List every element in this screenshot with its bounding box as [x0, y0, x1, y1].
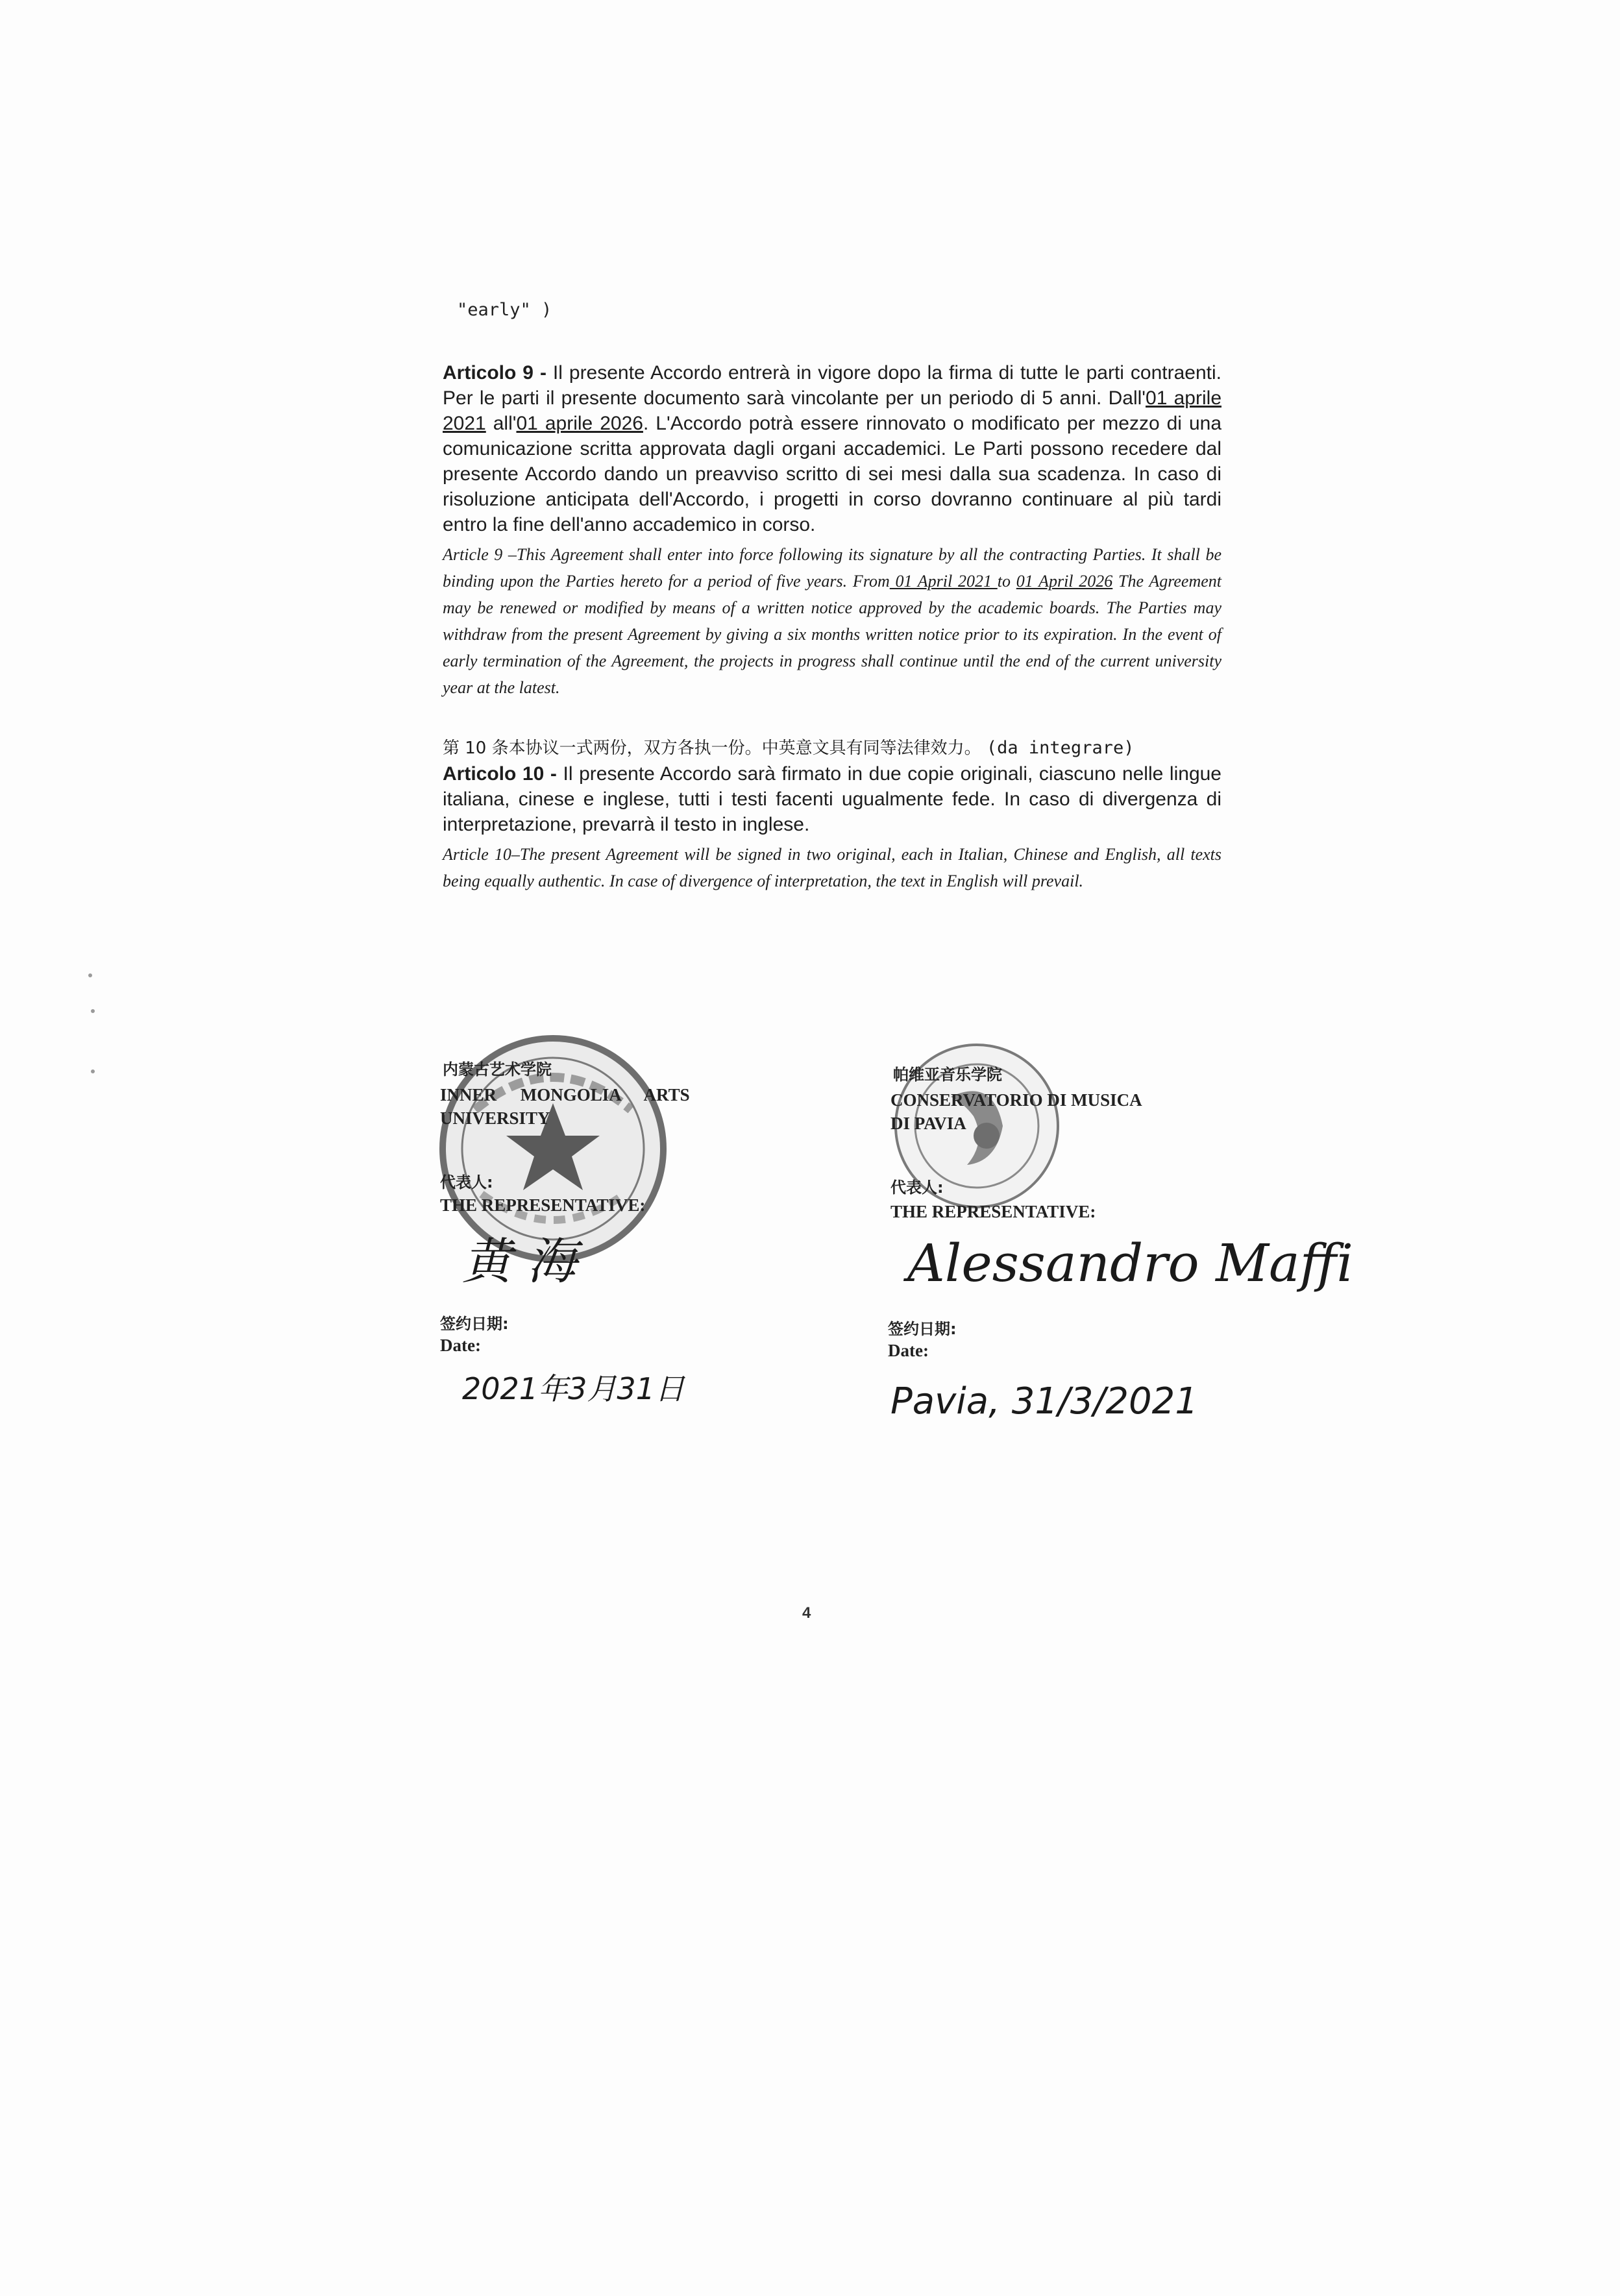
article-10-english: Article 10–The present Agreement will be signed in two original, each in Italian, Chinese and English, all texts being equally authentic. In case of divergence of interpretation, the text in English will prevail. — [443, 845, 1221, 890]
article-9-it-date-start: 01 aprile 2021 — [443, 387, 1221, 434]
right-date-label-zh: 签约日期: — [888, 1320, 957, 1338]
article-10-zh-note: (da integrare) — [986, 738, 1135, 758]
article-9-it-text-3: . L'Accordo potrà essere rinnovato o modificato per mezzo di una comunicazione scritta approvata dagli organi accademici. Le Parti possono recedere dal presente Accordo dando un preavviso scritto di sei mesi dalla sua scadenza. In caso di risoluzione anticipata dell'Accordo, i progetti in corso dovranno continuare al più tardi entro la fine dell'anno accademico in corso. — [443, 413, 1222, 535]
right-handwritten-signature — [907, 1224, 1353, 1302]
article-9-it-text-1: Il presente Accordo entrerà in vigore dopo la firma di tutte le parti contraenti. Per le parti il presente documento sarà vincolante per un periodo di 5 anni. Dall' — [443, 362, 1222, 409]
right-handwritten-date — [888, 1362, 1251, 1433]
article-9-it-text-2: all' — [485, 413, 517, 434]
left-party-name-en: INNER MONGOLIA ARTS — [440, 1085, 690, 1105]
left-date-label-en: Date: — [440, 1336, 481, 1355]
left-rep-label-zh: 代表人: — [440, 1173, 493, 1191]
right-party-name-en-2: DI PAVIA — [890, 1114, 966, 1133]
article-10-zh-text: 第 10 条本协议一式两份，双方各执一份。中英意文具有同等法律效力。 — [443, 739, 981, 758]
page-number: 4 — [802, 1604, 811, 1622]
right-rep-label-en: THE REPRESENTATIVE: — [890, 1202, 1096, 1221]
signature-block-conservatorio-pavia — [888, 1038, 1353, 1460]
article-10-it-text: Il presente Accordo sarà firmato in due copie originali, ciascuno nelle lingue italiana, cinese e inglese, tutti i testi facenti ugualmente fede. In caso di divergenza di interpretazione, prevarrà il testo in inglese. — [443, 763, 1221, 835]
svg-text:Pavia, 31/3/2021: Pavia, 31/3/2021 — [890, 1380, 1198, 1423]
signature-block-inner-mongolia — [436, 1032, 800, 1454]
left-rep-label-en: THE REPRESENTATIVE: — [440, 1195, 646, 1215]
svg-text:Alessandro Maffi: Alessandro Maffi — [907, 1233, 1353, 1293]
left-handwritten-date — [462, 1356, 709, 1421]
scan-artifact — [88, 973, 92, 977]
article-9-en-to: to — [997, 572, 1016, 591]
article-9-it-date-end: 01 aprile 2026 — [516, 413, 643, 434]
right-party-name-en: CONSERVATORIO DI MUSICA — [890, 1090, 1142, 1110]
left-date-label-zh: 签约日期: — [440, 1315, 509, 1333]
article-9-it-label: Articolo 9 - — [443, 362, 546, 384]
article-9-en-date-start: 01 April 2021 — [889, 572, 998, 591]
left-handwritten-signature — [456, 1227, 598, 1298]
right-party-name-zh: 帕维亚音乐学院 — [893, 1066, 1002, 1084]
right-date-label-en: Date: — [888, 1341, 929, 1360]
scan-artifact — [91, 1009, 95, 1013]
article-9-en-text-1: Article 9 –This Agreement shall enter into force following its signature by all the contracting Parties. It shall be binding upon the Parties hereto for a period of five years. From — [443, 545, 1221, 591]
article-9-en-text-2: The Agreement may be renewed or modified by means of a written notice approved by the academic boards. The Parties may withdraw from the present Agreement by giving a six months written notice prior to its expiration. In the event of early termination of the Agreement, the projects in progress shall continue until the end of the current university year at the latest. — [443, 572, 1221, 697]
svg-text:2021年3月31日: 2021年3月31日 — [462, 1371, 685, 1406]
left-party-name-en-2: UNIVERSITY — [440, 1108, 550, 1128]
article-9-en-date-end: 01 April 2026 — [1016, 572, 1113, 591]
right-rep-label-zh: 代表人: — [890, 1179, 944, 1197]
article-10-it-label: Articolo 10 - — [443, 763, 557, 785]
article-9-english — [443, 541, 1221, 701]
svg-text:黄 海: 黄 海 — [462, 1232, 577, 1290]
article-9-italian — [443, 360, 1221, 537]
article-10-italian — [443, 761, 1221, 837]
left-party-name-zh: 内蒙古艺术学院 — [443, 1060, 552, 1079]
article-10-chinese — [443, 735, 1221, 759]
scan-artifact — [91, 1069, 95, 1073]
lead-fragment: "early" ) — [457, 300, 552, 320]
document-body — [443, 286, 1221, 894]
